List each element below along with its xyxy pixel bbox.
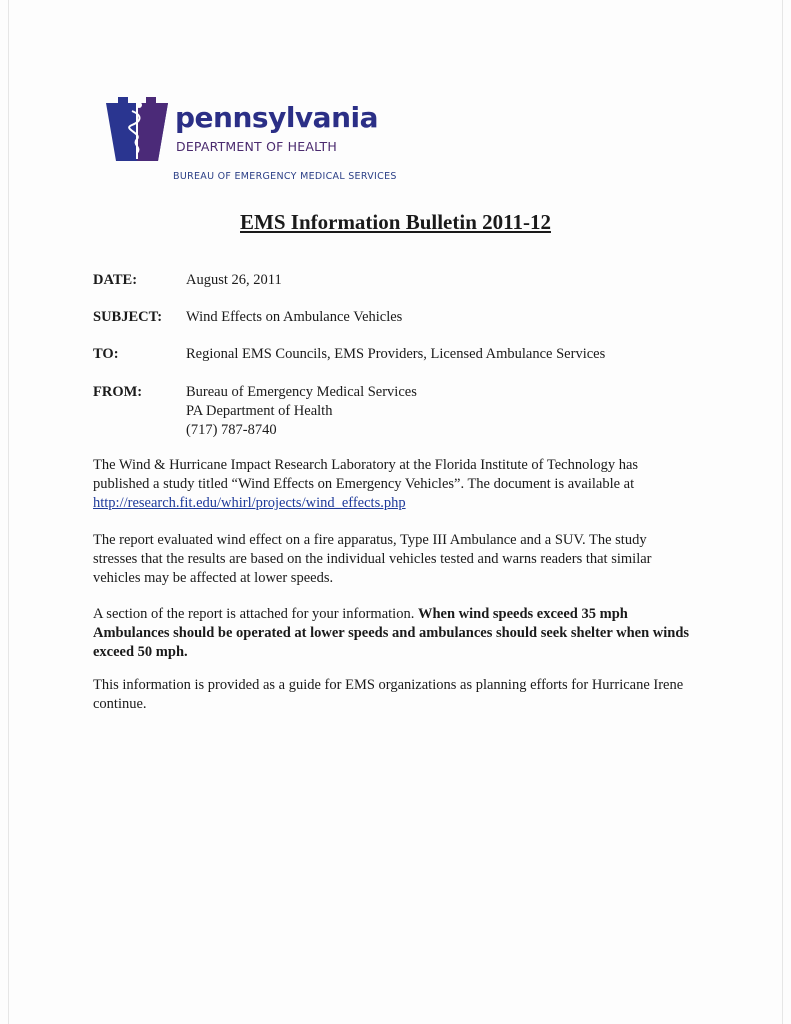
page-edge-right	[782, 0, 783, 1024]
field-value-line: (717) 787-8740	[186, 422, 277, 438]
field-value-line: Bureau of Emergency Medical Services	[186, 384, 417, 400]
paragraph-warning	[93, 605, 693, 662]
wind-speed-warning: When wind speeds exceed 35 mph Ambulances should be operated at lower speeds and ambulances should seek shelter when winds exceed 50 mph.	[93, 606, 690, 660]
paragraph-text: The Wind & Hurricane Impact Research Laboratory at the Florida Institute of Technology has published a study titled “Wind Effects on Emergency Vehicles”. The document is available at	[93, 457, 639, 492]
field-label: TO:	[93, 346, 119, 362]
keystone-caduceus-icon	[106, 97, 168, 161]
field-value: Wind Effects on Ambulance Vehicles	[186, 309, 403, 325]
bureau-name: BUREAU OF EMERGENCY MEDICAL SERVICES	[173, 171, 397, 182]
field-value: Regional EMS Councils, EMS Providers, Licensed Ambulance Services	[186, 346, 606, 362]
study-link[interactable]: http://research.fit.edu/whirl/projects/wind_effects.php	[93, 495, 406, 511]
logo-wordmark: pennsylvania	[175, 101, 378, 134]
logo-department: DEPARTMENT OF HEALTH	[176, 139, 337, 154]
bulletin-title: EMS Information Bulletin 2011-12	[240, 210, 551, 234]
paragraph-report: The report evaluated wind effect on a fire apparatus, Type III Ambulance and a SUV. The study stresses that the results are based on the individual vehicles tested and warns readers that similar vehicles may be affected at lower speeds.	[93, 532, 652, 586]
field-label: FROM:	[93, 384, 143, 400]
paragraph-text: A section of the report is attached for your information.	[93, 606, 418, 622]
page-edge-left	[8, 0, 9, 1024]
paragraph-study	[93, 456, 693, 513]
field-label: SUBJECT:	[93, 309, 163, 325]
field-value-line: PA Department of Health	[186, 403, 333, 419]
paragraph-guide: This information is provided as a guide for EMS organizations as planning efforts for Hurricane Irene continue.	[93, 677, 684, 712]
field-value: August 26, 2011	[186, 272, 282, 288]
field-label: DATE:	[93, 272, 138, 288]
